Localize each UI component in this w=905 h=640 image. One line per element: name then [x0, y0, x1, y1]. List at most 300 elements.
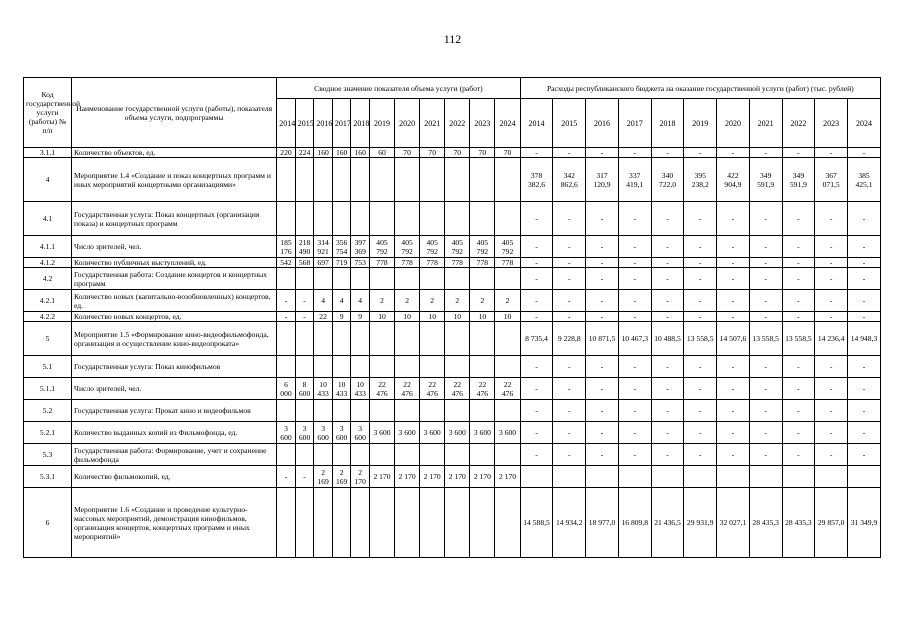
expense-cell: -: [815, 400, 848, 422]
header-expense-year: 2017: [618, 99, 651, 148]
header-expense-year: 2022: [782, 99, 815, 148]
row-code: 3.1.1: [24, 148, 72, 158]
volume-cell: [420, 158, 445, 202]
volume-cell: [369, 158, 394, 202]
expense-cell: -: [520, 290, 553, 312]
expense-cell: -: [618, 444, 651, 466]
expense-cell: -: [815, 236, 848, 258]
volume-cell: [277, 202, 296, 236]
volume-cell: [295, 268, 314, 290]
volume-cell: [420, 202, 445, 236]
volume-cell: 3 600: [351, 422, 370, 444]
expense-cell: -: [553, 422, 586, 444]
volume-cell: 22: [314, 312, 333, 322]
expense-cell: -: [749, 202, 782, 236]
expense-cell: [618, 466, 651, 488]
volume-cell: 10: [470, 312, 495, 322]
expense-cell: -: [848, 444, 881, 466]
volume-cell: 3 600: [314, 422, 333, 444]
expense-cell: -: [848, 378, 881, 400]
row-code: 5.1.1: [24, 378, 72, 400]
expense-cell: -: [618, 258, 651, 268]
expense-cell: -: [651, 444, 684, 466]
volume-cell: 2 170: [495, 466, 520, 488]
expense-cell: -: [520, 356, 553, 378]
expense-cell: 378 382,6: [520, 158, 553, 202]
expense-cell: -: [717, 202, 750, 236]
row-code: 5.1: [24, 356, 72, 378]
volume-cell: [445, 356, 470, 378]
expense-cell: -: [684, 400, 717, 422]
volume-cell: [420, 322, 445, 356]
table-body: [24, 148, 881, 558]
volume-cell: [445, 322, 470, 356]
volume-cell: [495, 356, 520, 378]
expense-cell: -: [586, 378, 619, 400]
volume-cell: [295, 202, 314, 236]
header-volume-year: 2019: [369, 99, 394, 148]
expense-cell: -: [651, 356, 684, 378]
expense-cell: -: [553, 202, 586, 236]
header-expense-year: 2014: [520, 99, 553, 148]
volume-cell: -: [277, 466, 296, 488]
volume-cell: [470, 322, 495, 356]
volume-cell: 3 600: [470, 422, 495, 444]
volume-cell: 70: [420, 148, 445, 158]
volume-cell: [332, 158, 351, 202]
row-name: Государственная работа: Формирование, учет и сохранение фильмофонда: [72, 444, 277, 466]
row-name: Число зрителей, чел.: [72, 378, 277, 400]
expense-cell: 340 722,0: [651, 158, 684, 202]
volume-cell: 405 792: [445, 236, 470, 258]
volume-cell: [420, 400, 445, 422]
header-expense-year: 2024: [848, 99, 881, 148]
expense-cell: -: [553, 444, 586, 466]
volume-cell: [277, 444, 296, 466]
volume-cell: 22 476: [445, 378, 470, 400]
expense-cell: -: [651, 378, 684, 400]
expense-cell: -: [618, 148, 651, 158]
volume-cell: [445, 488, 470, 558]
volume-cell: [295, 356, 314, 378]
volume-cell: 314 921: [314, 236, 333, 258]
volume-cell: 10: [495, 312, 520, 322]
expense-cell: -: [848, 268, 881, 290]
volume-cell: 542: [277, 258, 296, 268]
expense-cell: 385 425,1: [848, 158, 881, 202]
volume-cell: [470, 400, 495, 422]
expense-cell: [520, 466, 553, 488]
page-number: 112: [443, 32, 462, 46]
expense-cell: -: [782, 378, 815, 400]
header-expense-year: 2016: [586, 99, 619, 148]
expense-cell: 10 488,5: [651, 322, 684, 356]
volume-cell: 10 433: [332, 378, 351, 400]
volume-cell: 3 600: [395, 422, 420, 444]
volume-cell: [470, 202, 495, 236]
header-volume-year: 2023: [470, 99, 495, 148]
volume-cell: [369, 400, 394, 422]
expense-cell: -: [684, 422, 717, 444]
row-name: Число зрителей, чел.: [72, 236, 277, 258]
expense-cell: 14 934,2: [553, 488, 586, 558]
expense-cell: -: [749, 422, 782, 444]
expense-cell: -: [717, 148, 750, 158]
volume-cell: [277, 158, 296, 202]
volume-cell: [351, 356, 370, 378]
volume-cell: 224: [295, 148, 314, 158]
expense-cell: -: [782, 148, 815, 158]
expense-cell: -: [848, 290, 881, 312]
volume-cell: 22 476: [470, 378, 495, 400]
row-name: Государственная услуга: Показ концертных (организация показа) и концертных программ: [72, 202, 277, 236]
expense-cell: 367 071,5: [815, 158, 848, 202]
expense-cell: -: [618, 378, 651, 400]
expense-cell: -: [684, 268, 717, 290]
expense-cell: -: [651, 202, 684, 236]
expense-cell: -: [618, 356, 651, 378]
header-code: Код государственной услуги (работы) № п/п: [24, 78, 72, 148]
volume-cell: 10: [445, 312, 470, 322]
expense-cell: -: [782, 258, 815, 268]
table-row: [24, 444, 881, 466]
volume-cell: [445, 202, 470, 236]
row-code: 4.1: [24, 202, 72, 236]
expense-cell: -: [520, 312, 553, 322]
volume-cell: 60: [369, 148, 394, 158]
header-volume-group: Сводное значение показателя объема услуги (работ): [277, 78, 520, 99]
expense-cell: [553, 466, 586, 488]
volume-cell: [351, 488, 370, 558]
volume-cell: 22 476: [395, 378, 420, 400]
volume-cell: 3 600: [295, 422, 314, 444]
expense-cell: -: [815, 378, 848, 400]
expense-cell: 29 857,0: [815, 488, 848, 558]
expense-cell: 349 591,9: [749, 158, 782, 202]
volume-cell: 160: [332, 148, 351, 158]
volume-cell: [395, 268, 420, 290]
expense-cell: [815, 466, 848, 488]
volume-cell: 778: [395, 258, 420, 268]
row-name: Мероприятие 1.5 «Формирование кино-видеофильмофонда, организация и осуществление кино-видеопроката»: [72, 322, 277, 356]
expense-cell: -: [749, 400, 782, 422]
expense-cell: -: [717, 378, 750, 400]
volume-cell: 778: [445, 258, 470, 268]
volume-cell: 3 600: [277, 422, 296, 444]
expense-cell: -: [749, 236, 782, 258]
expense-cell: -: [684, 444, 717, 466]
expense-cell: -: [815, 422, 848, 444]
volume-cell: [295, 400, 314, 422]
volume-cell: [332, 444, 351, 466]
expense-cell: -: [782, 268, 815, 290]
expense-cell: -: [848, 236, 881, 258]
volume-cell: [495, 158, 520, 202]
table-row: [24, 158, 881, 202]
expense-cell: -: [815, 258, 848, 268]
expense-cell: -: [651, 148, 684, 158]
volume-cell: 70: [495, 148, 520, 158]
header-row-groups: [24, 78, 881, 99]
volume-cell: 2: [470, 290, 495, 312]
volume-cell: [445, 400, 470, 422]
volume-cell: 2 170: [445, 466, 470, 488]
expense-cell: -: [782, 312, 815, 322]
expense-cell: -: [815, 268, 848, 290]
row-name: Количество выданных копий из Фильмофонда, ед.: [72, 422, 277, 444]
row-code: 4.1.2: [24, 258, 72, 268]
expense-cell: 422 904,9: [717, 158, 750, 202]
row-code: 4.1.1: [24, 236, 72, 258]
row-name: Количество новых концертов, ед.: [72, 312, 277, 322]
expense-cell: -: [553, 400, 586, 422]
volume-cell: -: [295, 312, 314, 322]
expense-cell: 8 735,4: [520, 322, 553, 356]
expense-cell: -: [520, 268, 553, 290]
expense-cell: -: [749, 290, 782, 312]
expense-cell: -: [717, 356, 750, 378]
expense-cell: -: [782, 356, 815, 378]
expense-cell: -: [586, 312, 619, 322]
expense-cell: -: [684, 378, 717, 400]
volume-cell: [495, 488, 520, 558]
volume-cell: 778: [420, 258, 445, 268]
row-code: 5: [24, 322, 72, 356]
expense-cell: -: [618, 236, 651, 258]
volume-cell: 3 600: [420, 422, 445, 444]
expense-cell: -: [651, 258, 684, 268]
row-code: 5.2: [24, 400, 72, 422]
header-expense-year: 2019: [684, 99, 717, 148]
volume-cell: 22 476: [420, 378, 445, 400]
expense-cell: [749, 466, 782, 488]
expense-cell: -: [717, 444, 750, 466]
volume-cell: 405 792: [470, 236, 495, 258]
expense-cell: 21 436,5: [651, 488, 684, 558]
volume-cell: 218 490: [295, 236, 314, 258]
expense-cell: [684, 466, 717, 488]
volume-cell: 10: [369, 312, 394, 322]
volume-cell: [351, 444, 370, 466]
volume-cell: 70: [445, 148, 470, 158]
volume-cell: 405 792: [420, 236, 445, 258]
volume-cell: [369, 322, 394, 356]
row-code: 4.2.1: [24, 290, 72, 312]
expense-cell: -: [684, 290, 717, 312]
header-volume-year: 2014: [277, 99, 296, 148]
expense-cell: -: [684, 148, 717, 158]
expense-cell: -: [553, 148, 586, 158]
row-name: Количество объектов, ед.: [72, 148, 277, 158]
expense-cell: -: [553, 312, 586, 322]
volume-cell: -: [295, 466, 314, 488]
volume-cell: [369, 444, 394, 466]
services-table: [23, 77, 881, 558]
volume-cell: -: [277, 290, 296, 312]
volume-cell: [332, 356, 351, 378]
header-volume-year: 2022: [445, 99, 470, 148]
volume-cell: 2: [420, 290, 445, 312]
header-expense-year: 2020: [717, 99, 750, 148]
expense-cell: -: [651, 268, 684, 290]
volume-cell: [332, 322, 351, 356]
volume-cell: 10 433: [351, 378, 370, 400]
volume-cell: 778: [369, 258, 394, 268]
expense-cell: 13 558,5: [749, 322, 782, 356]
row-name: Государственная услуга: Показ кинофильмов: [72, 356, 277, 378]
volume-cell: -: [295, 290, 314, 312]
volume-cell: [495, 268, 520, 290]
volume-cell: [369, 488, 394, 558]
row-name: Количество фильмокопий, ед.: [72, 466, 277, 488]
expense-cell: -: [520, 400, 553, 422]
expense-cell: -: [586, 202, 619, 236]
expense-cell: -: [618, 202, 651, 236]
expense-cell: -: [815, 356, 848, 378]
header-expense-year: 2023: [815, 99, 848, 148]
expense-cell: -: [520, 148, 553, 158]
volume-cell: [295, 444, 314, 466]
volume-cell: 9: [351, 312, 370, 322]
row-code: 4.2.2: [24, 312, 72, 322]
expense-cell: 14 588,5: [520, 488, 553, 558]
header-volume-year: 2016: [314, 99, 333, 148]
header-expense-year: 2015: [553, 99, 586, 148]
header-volume-year: 2017: [332, 99, 351, 148]
expense-cell: -: [586, 422, 619, 444]
table-row: [24, 258, 881, 268]
expense-cell: -: [520, 258, 553, 268]
volume-cell: 2: [495, 290, 520, 312]
row-code: 5.3.1: [24, 466, 72, 488]
volume-cell: 719: [332, 258, 351, 268]
expense-cell: -: [618, 312, 651, 322]
expense-cell: 395 238,2: [684, 158, 717, 202]
expense-cell: -: [586, 400, 619, 422]
volume-cell: [277, 488, 296, 558]
volume-cell: 160: [351, 148, 370, 158]
table-row: [24, 312, 881, 322]
volume-cell: 2 170: [395, 466, 420, 488]
row-name: Количество новых (капитально-возобновленных) концертов, ед.: [72, 290, 277, 312]
expense-cell: 14 507,6: [717, 322, 750, 356]
expense-cell: -: [684, 236, 717, 258]
row-code: 4: [24, 158, 72, 202]
volume-cell: [351, 202, 370, 236]
expense-cell: -: [782, 202, 815, 236]
expense-cell: -: [553, 378, 586, 400]
row-code: 5.3: [24, 444, 72, 466]
volume-cell: 2: [445, 290, 470, 312]
expense-cell: -: [749, 312, 782, 322]
expense-cell: 18 977,0: [586, 488, 619, 558]
volume-cell: 4: [351, 290, 370, 312]
volume-cell: 4: [314, 290, 333, 312]
volume-cell: [277, 356, 296, 378]
volume-cell: 185 176: [277, 236, 296, 258]
expense-cell: -: [684, 356, 717, 378]
volume-cell: [445, 444, 470, 466]
expense-cell: -: [520, 236, 553, 258]
volume-cell: [420, 268, 445, 290]
volume-cell: [295, 322, 314, 356]
volume-cell: 10 433: [314, 378, 333, 400]
expense-cell: -: [717, 422, 750, 444]
expense-cell: -: [848, 356, 881, 378]
expense-cell: -: [586, 444, 619, 466]
volume-cell: [295, 158, 314, 202]
expense-cell: -: [749, 378, 782, 400]
volume-cell: [495, 322, 520, 356]
volume-cell: 778: [470, 258, 495, 268]
volume-cell: 3 600: [445, 422, 470, 444]
volume-cell: [445, 158, 470, 202]
volume-cell: [395, 158, 420, 202]
volume-cell: [420, 356, 445, 378]
volume-cell: [395, 202, 420, 236]
expense-cell: -: [684, 258, 717, 268]
expense-cell: -: [717, 312, 750, 322]
volume-cell: 10: [420, 312, 445, 322]
expense-cell: -: [749, 258, 782, 268]
volume-cell: [351, 322, 370, 356]
volume-cell: [277, 400, 296, 422]
header-volume-year: 2020: [395, 99, 420, 148]
volume-cell: 3 600: [332, 422, 351, 444]
header-volume-year: 2015: [295, 99, 314, 148]
table-row: [24, 466, 881, 488]
volume-cell: 160: [314, 148, 333, 158]
volume-cell: 3 600: [495, 422, 520, 444]
volume-cell: [314, 356, 333, 378]
expense-cell: -: [782, 236, 815, 258]
expense-cell: -: [553, 236, 586, 258]
expense-cell: 29 931,9: [684, 488, 717, 558]
expense-cell: 32 027,1: [717, 488, 750, 558]
volume-cell: 356 754: [332, 236, 351, 258]
volume-cell: [369, 202, 394, 236]
volume-cell: [295, 488, 314, 558]
volume-cell: [314, 158, 333, 202]
expense-cell: -: [520, 444, 553, 466]
volume-cell: [445, 268, 470, 290]
expense-cell: 28 435,3: [782, 488, 815, 558]
expense-cell: 13 558,5: [684, 322, 717, 356]
volume-cell: [351, 400, 370, 422]
header-volume-year: 2021: [420, 99, 445, 148]
row-code: 6: [24, 488, 72, 558]
volume-cell: [332, 202, 351, 236]
expense-cell: -: [717, 290, 750, 312]
table-row: [24, 322, 881, 356]
volume-cell: -: [277, 312, 296, 322]
volume-cell: [369, 356, 394, 378]
expense-cell: -: [848, 148, 881, 158]
volume-cell: 2 169: [332, 466, 351, 488]
volume-cell: 778: [495, 258, 520, 268]
expense-cell: 14 236,4: [815, 322, 848, 356]
expense-cell: -: [553, 290, 586, 312]
expense-cell: -: [618, 268, 651, 290]
volume-cell: 697: [314, 258, 333, 268]
volume-cell: 70: [395, 148, 420, 158]
expense-cell: -: [749, 148, 782, 158]
expense-cell: 31 349,9: [848, 488, 881, 558]
header-expense-group: Расходы республиканского бюджета на оказание государственной услуги (работ) (тыс. рублей): [520, 78, 880, 99]
volume-cell: [395, 488, 420, 558]
table-row: [24, 400, 881, 422]
volume-cell: 2 169: [314, 466, 333, 488]
